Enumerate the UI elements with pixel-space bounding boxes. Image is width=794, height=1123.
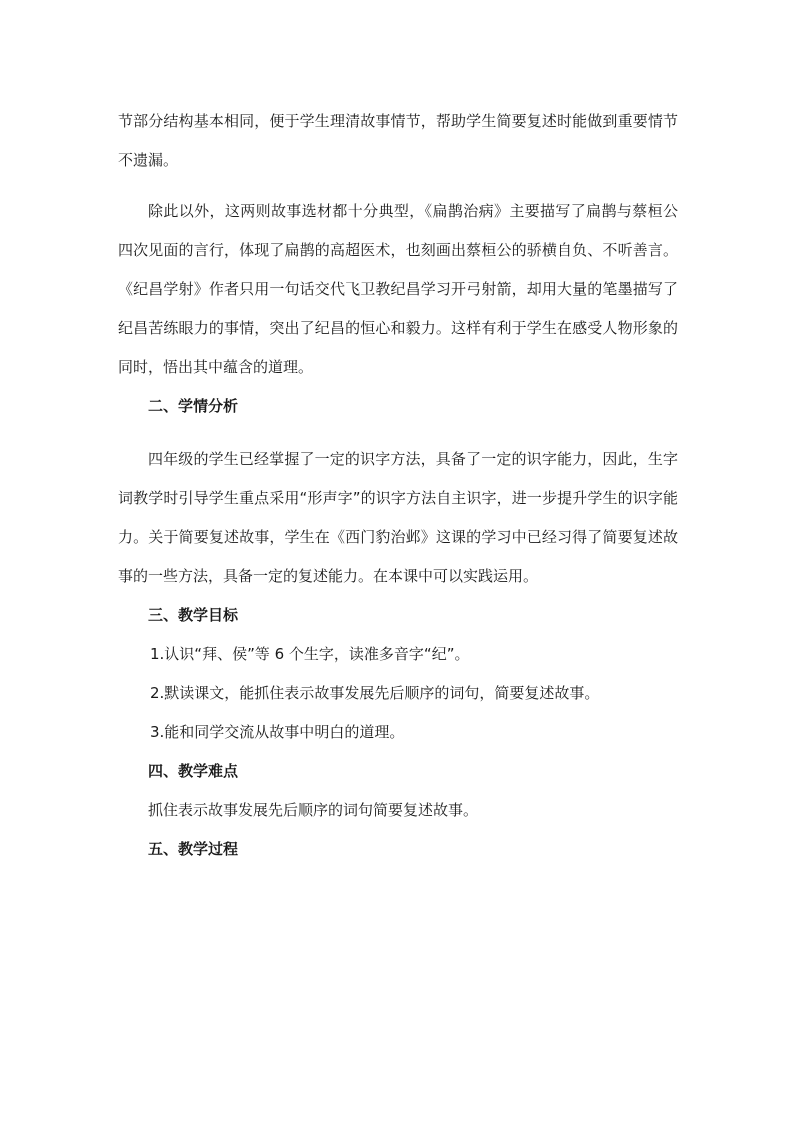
heading-student-analysis: 二、学情分析 <box>148 397 239 415</box>
heading-teaching-process: 五、教学过程 <box>148 840 239 858</box>
paragraph-story-selection: 除此以外，这两则故事选材都十分典型，《扁鹊治病》主要描写了扁鹊与蔡桓公四次见面的言行，体现了扁鹊的高超医术，也刻画出蔡桓公的骄横自负、不听善言。《纪昌学射》作者只用一句话交代飞卫教纪昌学习开弓射箭，却用大量的笔墨描写了纪昌苦练眼力的事情，突出了纪昌的恒心和毅力。这样有利于学生在感受人物形象的同时，悟出其中蕴含的道理。 <box>118 202 678 376</box>
document-body <box>118 102 678 869</box>
paragraph-structure-note: 节部分结构基本相同，便于学生理清故事情节，帮助学生简要复述时能做到重要情节不遗漏。 <box>118 112 678 169</box>
heading-teaching-difficulty: 四、教学难点 <box>148 762 239 780</box>
heading-teaching-goals: 三、教学目标 <box>148 606 239 624</box>
goal-item-3: 3.能和同学交流从故事中明白的道理。 <box>150 723 405 741</box>
paragraph-student-analysis: 四年级的学生已经掌握了一定的识字方法，具备了一定的识字能力，因此，生字词教学时引导学生重点采用“形声字”的识字方法自主识字，进一步提升学生的识字能力。关于简要复述故事，学生在《西门豹治邺》这课的学习中已经习得了简要复述故事的一些方法，具备一定的复述能力。在本课中可以实践运用。 <box>118 450 678 585</box>
goal-item-1: 1.认识“拜、侯”等 6 个生字，读准多音字“纪”。 <box>150 645 470 663</box>
paragraph-teaching-difficulty: 抓住表示故事发展先后顺序的词句简要复述故事。 <box>148 801 479 819</box>
goal-item-2: 2.默读课文，能抓住表示故事发展先后顺序的词句，简要复述故事。 <box>150 684 600 702</box>
